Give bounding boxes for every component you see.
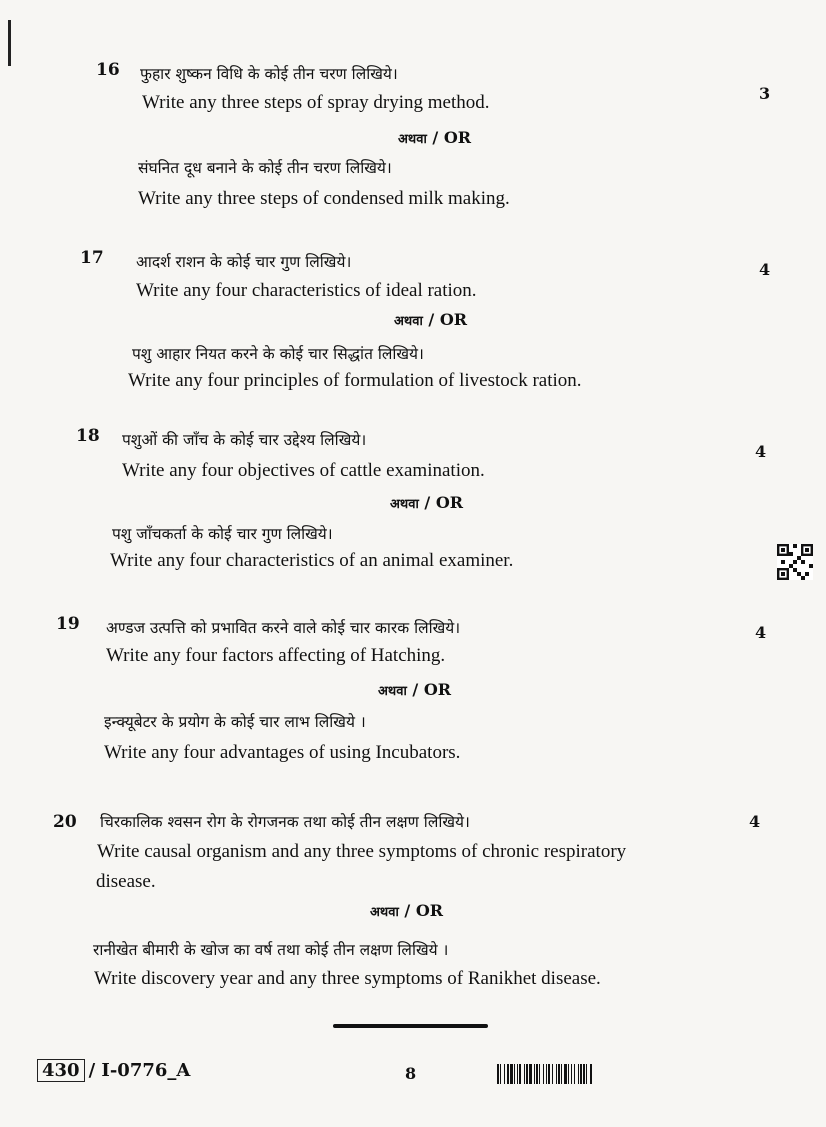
footer-paper-code bbox=[37, 1059, 190, 1082]
barcode-icon bbox=[497, 1064, 680, 1084]
question-18-marks: 4 bbox=[755, 442, 767, 461]
question-17-hindi: आदर्श राशन के कोई चार गुण लिखिये। bbox=[136, 253, 352, 271]
question-16-marks: 3 bbox=[759, 84, 771, 103]
question-18-hindi: पशुओं की जाँच के कोई चार उद्देश्य लिखिये। bbox=[122, 431, 367, 449]
question-19-or: अथवा / OR bbox=[378, 680, 452, 699]
question-19-alt-english: Write any four advantages of using Incubators. bbox=[104, 742, 461, 763]
question-20-english: Write causal organism and any three symptoms of chronic respiratory bbox=[97, 841, 627, 862]
question-20-number: 20 bbox=[53, 812, 77, 832]
paper-number: 430 bbox=[37, 1059, 85, 1082]
question-19-number: 19 bbox=[56, 614, 80, 634]
question-19-hindi: अण्डज उत्पत्ति को प्रभावित करने वाले कोई चार कारक लिखिये। bbox=[106, 619, 461, 637]
question-16-english: Write any three steps of spray drying method. bbox=[142, 92, 490, 113]
question-17-english: Write any four characteristics of ideal ration. bbox=[136, 280, 477, 301]
margin-mark bbox=[8, 20, 11, 66]
question-20-hindi: चिरकालिक श्वसन रोग के रोगजनक तथा कोई तीन लक्षण लिखिये। bbox=[100, 813, 470, 831]
paper-code: / I-0776_A bbox=[88, 1060, 191, 1081]
question-17-marks: 4 bbox=[759, 260, 771, 279]
question-19-alt-hindi: इन्क्यूबेटर के प्रयोग के कोई चार लाभ लिखिये । bbox=[104, 713, 366, 731]
question-20-english-cont: disease. bbox=[96, 871, 156, 892]
question-16-hindi: फुहार शुष्कन विधि के कोई तीन चरण लिखिये। bbox=[140, 65, 398, 83]
question-17-alt-english: Write any four principles of formulation of livestock ration. bbox=[128, 370, 582, 391]
question-20-or: अथवा / OR bbox=[370, 901, 444, 920]
question-19-english: Write any four factors affecting of Hatching. bbox=[106, 645, 446, 666]
question-20-alt-english: Write discovery year and any three symptoms of Ranikhet disease. bbox=[94, 968, 601, 989]
question-17-number: 17 bbox=[80, 248, 104, 268]
question-17-or: अथवा / OR bbox=[394, 310, 468, 329]
question-19-marks: 4 bbox=[755, 623, 767, 642]
question-18-number: 18 bbox=[76, 426, 100, 446]
qr-code-icon bbox=[777, 544, 813, 580]
question-20-alt-hindi: रानीखेत बीमारी के खोज का वर्ष तथा कोई तीन लक्षण लिखिये । bbox=[93, 941, 449, 959]
end-rule bbox=[333, 1024, 488, 1028]
question-16-number: 16 bbox=[96, 60, 120, 80]
question-18-english: Write any four objectives of cattle examination. bbox=[122, 460, 485, 481]
page-number: 8 bbox=[405, 1064, 417, 1083]
question-16-alt-hindi: संघनित दूध बनाने के कोई तीन चरण लिखिये। bbox=[138, 159, 392, 177]
question-16-or: अथवा / OR bbox=[398, 128, 472, 147]
question-18-or: अथवा / OR bbox=[390, 493, 464, 512]
question-18-alt-hindi: पशु जाँचकर्ता के कोई चार गुण लिखिये। bbox=[112, 525, 333, 543]
question-20-marks: 4 bbox=[749, 812, 761, 831]
question-18-alt-english: Write any four characteristics of an animal examiner. bbox=[110, 550, 514, 571]
question-17-alt-hindi: पशु आहार नियत करने के कोई चार सिद्धांत लिखिये। bbox=[132, 345, 424, 363]
question-16-alt-english: Write any three steps of condensed milk making. bbox=[138, 188, 510, 209]
